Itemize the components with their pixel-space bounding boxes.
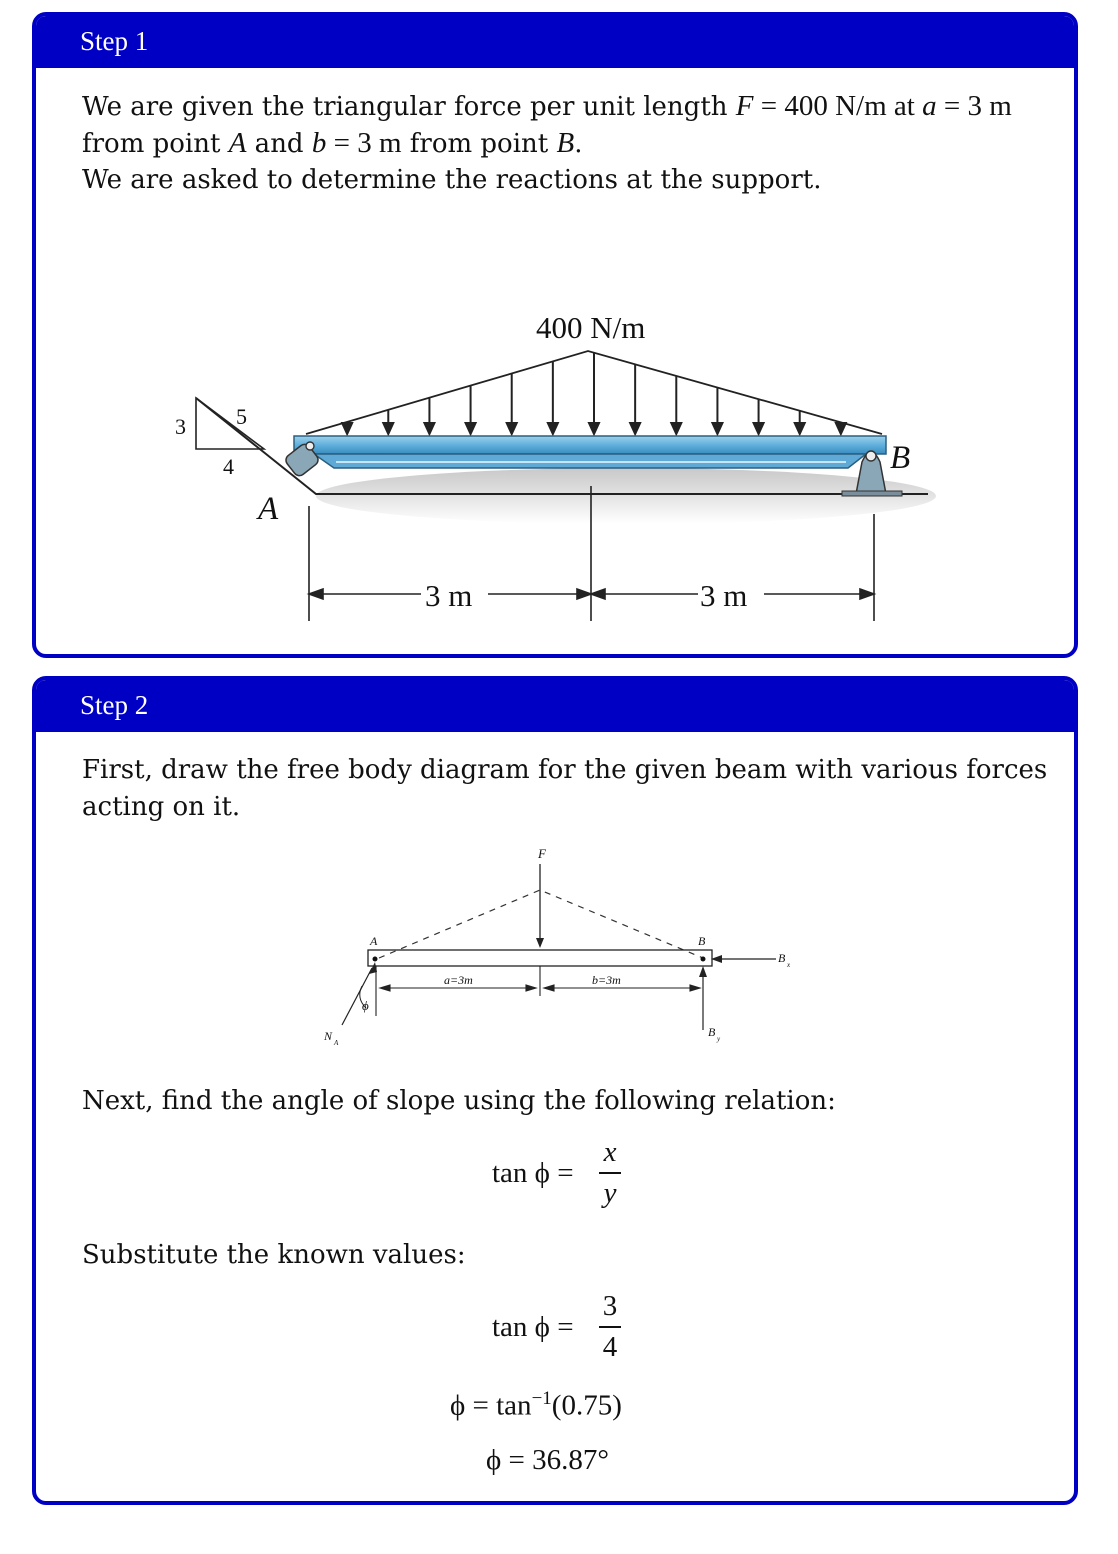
step-1-given-line-1 [82, 88, 1012, 126]
fraction-bar [599, 1172, 621, 1174]
fbd-label-By-sub: y [717, 1035, 721, 1043]
dimension-left: 3 m [425, 578, 473, 613]
fbd-label-Bx-sub: x [787, 961, 791, 969]
fbd-normal-force-NA [342, 968, 372, 1025]
fbd-beam [368, 950, 712, 966]
slope-triangle [196, 398, 264, 449]
load-arrows [342, 353, 846, 434]
beam-figure [36, 296, 1076, 636]
load-arrow-head [836, 423, 846, 434]
free-body-diagram [36, 840, 1076, 1060]
phi-inverse-arg: (0.75) [551, 1389, 622, 1422]
phi-inverse-lhs: ϕ = tan [450, 1389, 532, 1422]
step-1-title: Step 1 [80, 26, 149, 56]
A-symbol: A [228, 127, 247, 159]
a-symbol: a [922, 90, 937, 122]
fraction-denominator-y: y [603, 1177, 617, 1209]
fbd-force-F-head [536, 938, 544, 948]
equation-phi-result: ϕ = 36.87° [486, 1444, 609, 1476]
B-symbol: B [556, 127, 575, 159]
load-arrow-head [507, 423, 517, 434]
fbd-force-By-head [699, 966, 707, 977]
fbd-label-NA-sub: A [334, 1039, 339, 1047]
load-arrow-head [754, 423, 764, 434]
load-arrow-head [671, 423, 681, 434]
fraction-numerator-3: 3 [602, 1290, 618, 1322]
fbd-normal-force-head [369, 962, 377, 974]
fbd-label-Bx: B [778, 951, 786, 965]
F-value: = 400 N/m [753, 90, 887, 122]
b-value: = 3 m [326, 127, 402, 159]
load-arrow-head [383, 423, 393, 434]
equation-tan-substituted-fraction [599, 1290, 621, 1364]
step-2-title: Step 2 [80, 690, 149, 720]
step-2-card [32, 676, 1078, 1505]
equation-tan-relation-lhs: tan ϕ = [492, 1157, 574, 1189]
fbd-point-A [373, 957, 378, 962]
a-value: = 3 m [936, 90, 1012, 122]
fbd-dim-a: a=3m [444, 973, 473, 987]
substitute-text: Substitute the known values: [82, 1240, 466, 1270]
inverse-superscript: −1 [531, 1388, 552, 1409]
slope-label-4: 4 [223, 454, 234, 479]
F-symbol: F [735, 90, 754, 122]
slope-label-5: 5 [236, 404, 247, 429]
fbd-dashed-load [379, 890, 703, 958]
load-arrow-head [589, 423, 599, 434]
load-arrow-head [424, 423, 434, 434]
step-1-asked-line: We are asked to determine the reactions at the support. [82, 165, 822, 195]
fraction-denominator-4: 4 [602, 1331, 618, 1363]
fbd-dim-b: b=3m [592, 973, 621, 987]
given-text: We are given the triangular force per unit length [82, 92, 736, 122]
load-arrow-head [466, 423, 476, 434]
and-text: and [246, 129, 312, 159]
fbd-intro-line-1: First, draw the free body diagram for the given beam with various forces [82, 755, 1048, 785]
step-1-given-line-2 [82, 125, 582, 163]
load-arrow-head [712, 423, 722, 434]
slope-label-3: 3 [175, 414, 186, 439]
fbd-label-A: A [370, 934, 378, 948]
period: . [574, 129, 583, 159]
load-arrow-head [630, 423, 640, 434]
label-B: B [890, 440, 911, 476]
dimension-right: 3 m [700, 578, 748, 613]
fraction-bar-2 [599, 1326, 621, 1328]
next-step-text: Next, find the angle of slope using the following relation: [82, 1086, 836, 1116]
fbd-label-phi: ϕ [362, 998, 369, 1013]
fraction-numerator-x: x [603, 1136, 617, 1168]
fbd-force-Bx-head [711, 955, 722, 963]
load-arrow-head [795, 423, 805, 434]
beam-top-flange [294, 436, 886, 454]
equation-phi-inverse [450, 1388, 622, 1423]
load-label: 400 N/m [536, 310, 646, 345]
from-point-text-2: from point [401, 129, 557, 159]
fbd-intro-line-2: acting on it. [82, 792, 241, 822]
at-text: at [886, 90, 923, 122]
step-1-card [32, 12, 1078, 658]
load-arrow-head [342, 423, 352, 434]
from-point-text: from point [82, 129, 229, 159]
fbd-label-By: B [708, 1025, 716, 1039]
fbd-dimensions [376, 966, 700, 1016]
label-A: A [258, 491, 279, 527]
step-1-header [36, 16, 1074, 68]
equation-tan-relation-fraction [599, 1136, 621, 1210]
fbd-label-B: B [698, 934, 706, 948]
equation-tan-substituted-lhs: tan ϕ = [492, 1311, 574, 1343]
fbd-label-F: F [538, 846, 546, 861]
fbd-label-NA: N [324, 1029, 333, 1043]
fbd-point-B [701, 957, 706, 962]
step-2-header [36, 680, 1074, 732]
load-arrow-head [548, 423, 558, 434]
b-symbol: b [311, 127, 327, 159]
